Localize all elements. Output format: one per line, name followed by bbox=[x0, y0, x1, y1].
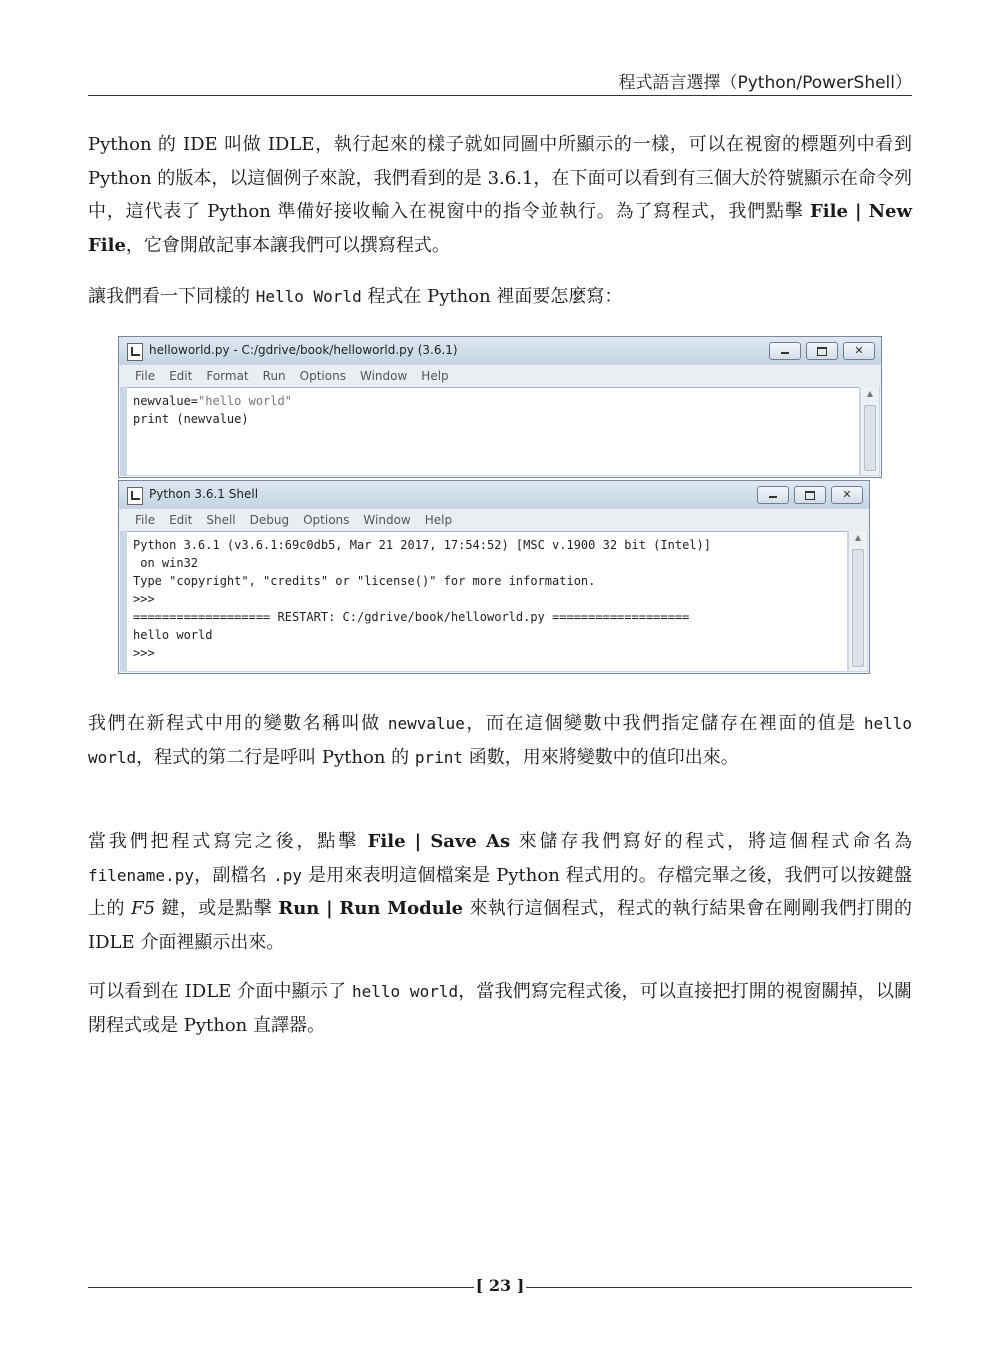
shell-window-title: Python 3.6.1 Shell bbox=[149, 487, 259, 501]
code-line: newvalue= bbox=[133, 394, 199, 408]
shell-line: on win32 bbox=[133, 556, 199, 570]
menu-path-save-as: File | Save As bbox=[367, 831, 511, 852]
menu-help[interactable]: Help bbox=[424, 513, 453, 527]
code-string: "hello world" bbox=[198, 394, 292, 408]
menu-help[interactable]: Help bbox=[421, 369, 449, 383]
paragraph-save-run bbox=[88, 825, 912, 959]
close-button[interactable] bbox=[831, 486, 863, 504]
menu-window[interactable]: Window bbox=[359, 369, 408, 383]
menu-edit[interactable]: Edit bbox=[169, 369, 193, 383]
page-number: [ 23 ] bbox=[475, 1276, 525, 1295]
text: 鍵，或是點擊 bbox=[155, 898, 279, 919]
key-name: F5 bbox=[131, 898, 156, 919]
text: 可以看到在 IDLE 介面中顯示了 bbox=[88, 981, 352, 1002]
shell-menubar bbox=[119, 509, 869, 531]
scroll-up-arrow-icon[interactable]: ▲ bbox=[854, 533, 862, 542]
shell-prompt: >>> bbox=[133, 592, 155, 606]
running-header: 程式語言選擇（Python/PowerShell） bbox=[618, 73, 912, 93]
text: 當我們把程式寫完之後，點擊 bbox=[88, 831, 368, 852]
text: 函數，用來將變數中的值印出來。 bbox=[463, 746, 739, 768]
paragraph-intro-text: Python 的 IDE 叫做 IDLE，執行起來的樣子就如同圖中所顯示的一樣，可以在視窗的標題列中看到 Python 的版本，以這個例子來說，我們看到的是 3.6.1，在下面可以看到有三個大於符號顯示在命令列中，這代表了 Python 準備好接收輸入在視窗中的指令並執行。為了寫程式，我們點擊 bbox=[88, 134, 912, 222]
editor-scrollbar[interactable] bbox=[860, 387, 879, 475]
text: ，當我們寫完程式後，可以直接把打開的視窗關掉，以關閉程式或是 Python 直譯器。 bbox=[88, 981, 912, 1036]
shell-titlebar[interactable] bbox=[119, 481, 869, 509]
text: ，程式的第二行是呼叫 Python 的 bbox=[136, 746, 415, 768]
code-line: print (newvalue) bbox=[133, 412, 249, 426]
inline-code: hello world bbox=[88, 714, 912, 767]
editor-window bbox=[118, 336, 882, 478]
inline-code: filename.py bbox=[88, 865, 194, 885]
window-controls bbox=[769, 342, 875, 360]
text: 來執行這個程式，程式的執行結果會在剛剛我們打開的 IDLE 介面裡顯示出來。 bbox=[88, 898, 912, 953]
idle-screenshot-figure bbox=[118, 336, 882, 674]
menu-debug[interactable]: Debug bbox=[249, 513, 290, 527]
menu-file[interactable]: File bbox=[135, 513, 156, 527]
editor-menubar bbox=[119, 365, 881, 387]
scroll-up-arrow-icon[interactable]: ▲ bbox=[866, 389, 874, 398]
shell-window bbox=[118, 480, 870, 674]
shell-line: =================== RESTART: C:/gdrive/book/helloworld.py =================== bbox=[133, 610, 690, 624]
shell-line: Python 3.6.1 (v3.6.1:69c0db5, Mar 21 2017, 17:54:52) [MSC v.1900 32 bit (Intel)] bbox=[133, 538, 711, 552]
menu-format[interactable]: Format bbox=[206, 369, 249, 383]
shell-line: hello world bbox=[133, 628, 213, 642]
inline-code: newvalue bbox=[387, 714, 465, 733]
text: 是用來表明這個檔案是 Python 程式用的。存檔完畢之後，我們可以按鍵盤上的 bbox=[88, 864, 912, 919]
shell-scrollbar[interactable] bbox=[848, 531, 867, 671]
menu-options[interactable]: Options bbox=[303, 513, 350, 527]
close-button[interactable] bbox=[843, 342, 875, 360]
text: ，而在這個變數中我們指定儲存在裡面的值是 bbox=[464, 713, 864, 734]
scroll-thumb[interactable] bbox=[852, 549, 864, 667]
idle-shell-icon bbox=[127, 487, 143, 505]
paragraph-newvalue bbox=[88, 707, 912, 774]
paragraph-result bbox=[88, 975, 912, 1042]
minimize-button[interactable] bbox=[757, 486, 789, 504]
menu-path-run-module: Run | Run Module bbox=[278, 898, 464, 919]
text: 讓我們看一下同樣的 bbox=[88, 286, 256, 307]
editor-text-area[interactable] bbox=[127, 387, 859, 475]
menu-file[interactable]: File bbox=[135, 369, 156, 383]
inline-code: .py bbox=[273, 865, 303, 885]
maximize-button[interactable] bbox=[794, 486, 826, 504]
header-rule bbox=[88, 95, 912, 96]
menu-path-new-file: File | New File bbox=[88, 201, 913, 256]
window-controls bbox=[757, 486, 863, 504]
menu-window[interactable]: Window bbox=[363, 513, 411, 527]
text: 我們在新程式中用的變數名稱叫做 bbox=[88, 713, 388, 734]
menu-run[interactable]: Run bbox=[262, 369, 286, 383]
paragraph-intro-end: ，它會開啟記事本讓我們可以撰寫程式。 bbox=[125, 234, 450, 256]
inline-code: hello world bbox=[351, 982, 459, 1001]
menu-options[interactable]: Options bbox=[299, 369, 346, 383]
paragraph-hello-world bbox=[88, 280, 912, 314]
paragraph-intro bbox=[88, 128, 912, 262]
text: 來儲存我們寫好的程式，將這個程式命名為 bbox=[510, 831, 912, 852]
footer-rule bbox=[88, 1287, 474, 1288]
scroll-thumb[interactable] bbox=[864, 405, 876, 471]
shell-output-area[interactable] bbox=[127, 531, 847, 671]
text: 程式在 Python 裡面要怎麼寫： bbox=[361, 286, 623, 307]
idle-file-icon bbox=[127, 343, 143, 361]
text: ，副檔名 bbox=[193, 864, 274, 886]
menu-edit[interactable]: Edit bbox=[169, 513, 193, 527]
footer-rule bbox=[526, 1287, 912, 1288]
editor-window-title: helloworld.py - C:/gdrive/book/helloworld.py (3.6.1) bbox=[149, 343, 458, 357]
minimize-button[interactable] bbox=[769, 342, 801, 360]
editor-titlebar[interactable] bbox=[119, 337, 881, 365]
shell-prompt: >>> bbox=[133, 646, 155, 660]
inline-code: print bbox=[414, 747, 464, 767]
maximize-button[interactable] bbox=[806, 342, 838, 360]
menu-shell[interactable]: Shell bbox=[206, 513, 236, 527]
shell-line: Type "copyright", "credits" or "license()" for more information. bbox=[133, 574, 596, 588]
inline-code: Hello World bbox=[255, 287, 362, 306]
